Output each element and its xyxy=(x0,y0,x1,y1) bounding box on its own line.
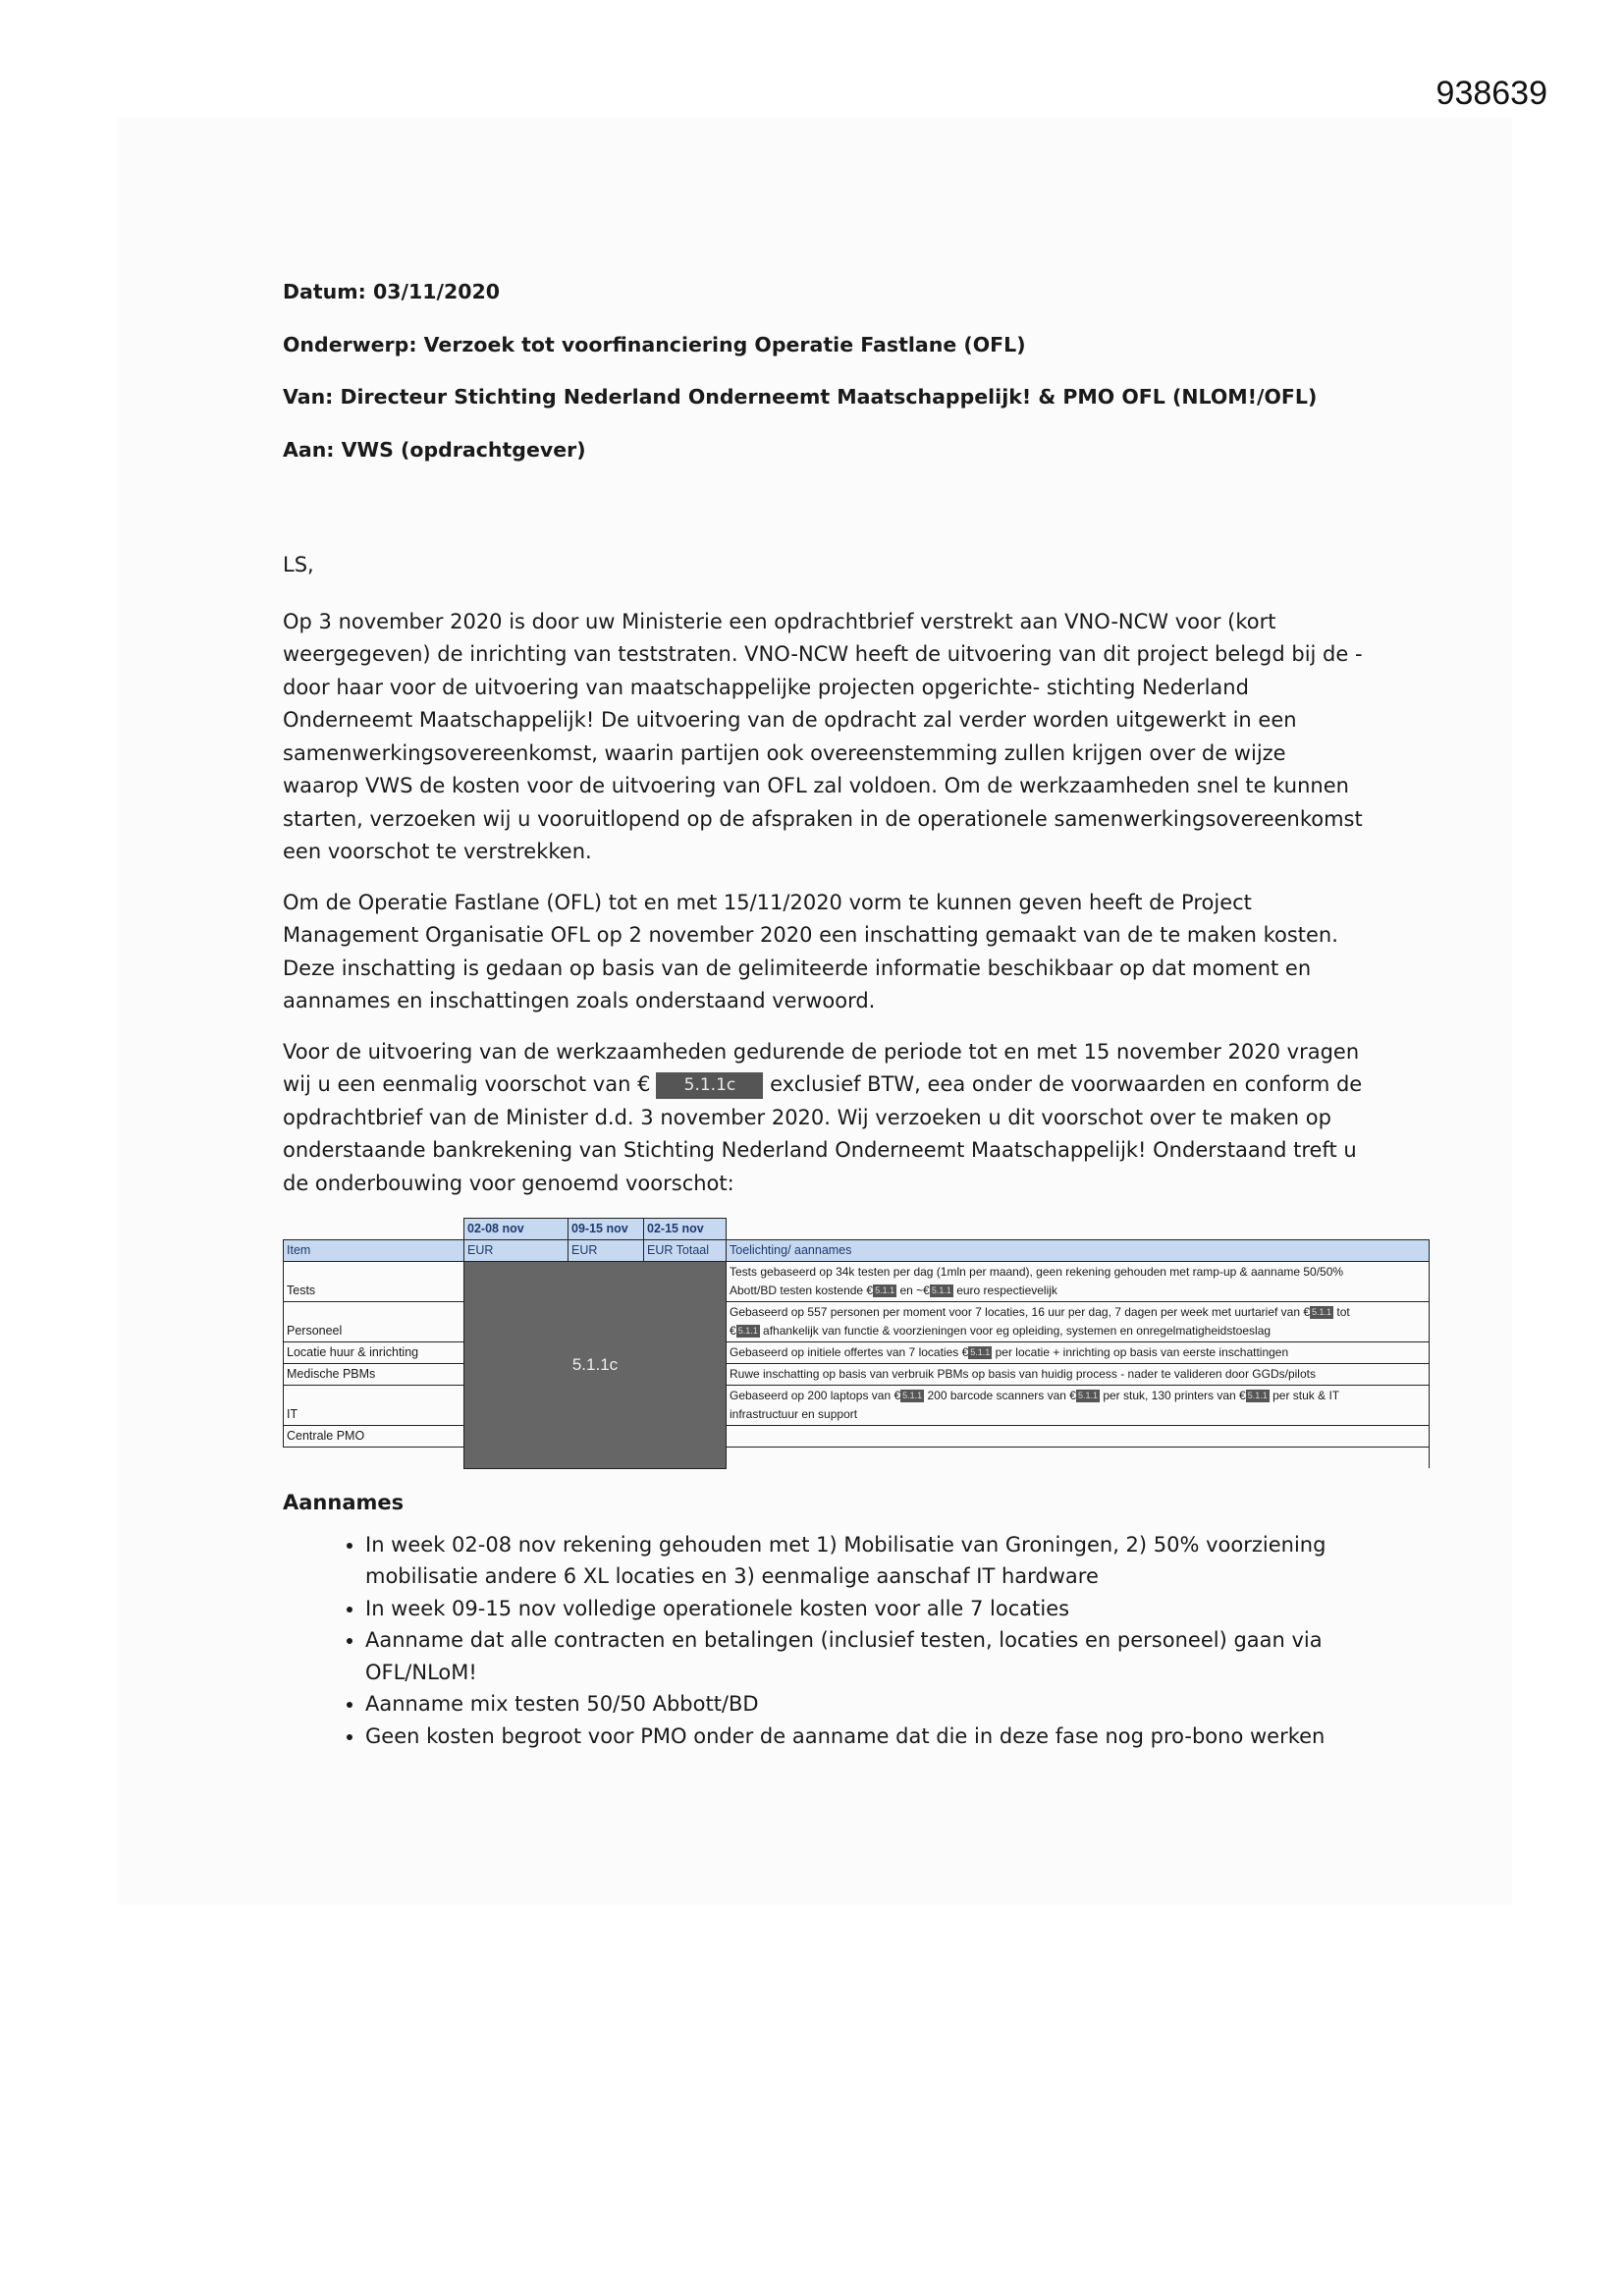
row-note: Ruwe inschatting op basis van verbruik PBMs op basis van huidig process - nader te valideren door GGDs/pilots xyxy=(727,1364,1430,1386)
table-row-empty xyxy=(284,1448,1430,1469)
subject-line: Onderwerp: Verzoek tot voorfinanciering Operatie Fastlane (OFL) xyxy=(283,332,1026,356)
redaction-block: 5.1.1c xyxy=(656,1072,763,1099)
row-item: Medische PBMs xyxy=(284,1364,464,1386)
column-header: EUR Totaal xyxy=(644,1240,727,1262)
assumptions-title: Aannames xyxy=(283,1490,405,1514)
small-redaction: 5.1.1 xyxy=(931,1285,951,1296)
column-header-row xyxy=(284,1240,1430,1262)
paragraph-3 xyxy=(283,1036,1363,1201)
table-row xyxy=(284,1364,1430,1386)
column-header: EUR xyxy=(464,1240,568,1262)
list-item: • Geen kosten begroot voor PMO onder de aanname dat die in deze fase nog pro-bono werken xyxy=(365,1721,1386,1753)
period-header: 02-15 nov xyxy=(644,1219,727,1240)
period-header: 09-15 nov xyxy=(568,1219,644,1240)
list-item: • In week 02-08 nov rekening gehouden met 1) Mobilisatie van Groningen, 2) 50% voorziening mobilisatie andere 6 XL locaties en 3) eenmalige aanschaf IT hardware xyxy=(365,1529,1386,1593)
paragraph-1: Op 3 november 2020 is door uw Ministerie een opdrachtbrief verstrekt aan VNO-NCW voor (kort weergegeven) de inrichting van teststraten. VNO-NCW heeft de uitvoering van dit project belegd bij de - door haar voor de uitvoering van maatschappelijke projecten opgerichte- stichting Nederland Onderneemt Maatschappelijk! De uitvoering van de opdracht zal verder worden uitgewerkt in een samenwerkingsovereenkomst, waarin partijen ook overeenstemming zullen krijgen over de wijze waarop VWS de kosten voor de uitvoering van OFL zal voldoen. Om de werkzaamheden snel te kunnen starten, verzoeken wij u vooruitlopend op de afspraken in de operationele samenwerkingsovereenkomst een voorschot te verstrekken. xyxy=(283,609,1363,863)
small-redaction: 5.1.1 xyxy=(902,1391,923,1401)
paragraph-3-start: Voor de uitvoering van de werkzaamheden gedurende de periode tot en met 15 november 2020 vragen wij u een eenmalig voorschot van € xyxy=(283,1039,1360,1096)
row-note: Gebaseerd op initiele offertes van 7 locaties € 5.1.1 per locatie + inrichting op basis van eerste inschattingen xyxy=(727,1342,1430,1364)
small-redaction: 5.1.1 xyxy=(970,1347,991,1358)
table-row xyxy=(284,1342,1430,1364)
list-item: • Aanname dat alle contracten en betalingen (inclusief testen, locaties en personeel) gaan via OFL/NLoM! xyxy=(365,1624,1386,1688)
list-item: • In week 09-15 nov volledige operationele kosten voor alle 7 locaties xyxy=(365,1593,1386,1625)
small-redaction: 5.1.1 xyxy=(1247,1391,1268,1401)
column-header: Item xyxy=(284,1240,464,1262)
row-item: Personeel xyxy=(284,1302,464,1342)
period-header: 02-08 nov xyxy=(464,1219,568,1240)
list-item: • Aanname mix testen 50/50 Abbott/BD xyxy=(365,1688,1386,1721)
redacted-amounts: 5.1.1c xyxy=(464,1262,727,1469)
row-item: Centrale PMO xyxy=(284,1426,464,1448)
row-item: Tests xyxy=(284,1262,464,1302)
small-redaction: 5.1.1 xyxy=(1077,1391,1098,1401)
table-row xyxy=(284,1302,1430,1342)
document-id: 938639 xyxy=(1435,75,1547,112)
row-note xyxy=(727,1426,1430,1448)
table-row xyxy=(284,1262,1430,1302)
small-redaction: 5.1.1 xyxy=(737,1326,758,1337)
to-line: Aan: VWS (opdrachtgever) xyxy=(283,437,586,462)
letter-content xyxy=(283,280,1441,1752)
row-note: Gebaseerd op 200 laptops van € 5.1.1 200 barcode scanners van € 5.1.1 per stuk, 130 printers van € 5.1.1 per stuk & IT infrastructuur en support xyxy=(727,1386,1430,1426)
table-row xyxy=(284,1426,1430,1448)
row-item: Locatie huur & inrichting xyxy=(284,1342,464,1364)
assumptions-list xyxy=(283,1529,1386,1753)
small-redaction: 5.1.1 xyxy=(875,1285,895,1296)
column-header: Toelichting/ aannames xyxy=(727,1240,1430,1262)
from-line: Van: Directeur Stichting Nederland Onderneemt Maatschappelijk! & PMO OFL (NLOM!/OFL) xyxy=(283,385,1318,409)
paragraph-3-end: exclusief BTW, eea onder de voorwaarden en conform de opdrachtbrief van de Minister d.d. 3 november 2020. Wij verzoeken u dit voorschot over te maken op onderstaande bankrekening van Stichting Nederland Onderneemt Maatschappelijk! Onderstaand treft u de onderbouwing voor genoemd voorschot: xyxy=(283,1072,1363,1195)
salutation: LS, xyxy=(283,552,314,576)
date-line: Datum: 03/11/2020 xyxy=(283,280,501,303)
budget-table xyxy=(283,1218,1430,1469)
row-note: Tests gebaseerd op 34k testen per dag (1mln per maand), geen rekening gehouden met ramp-up & aanname 50/50% Abott/BD testen kostende € 5.1.1 en ~€ 5.1.1 euro respectievelijk xyxy=(727,1262,1430,1302)
paragraph-2: Om de Operatie Fastlane (OFL) tot en met 15/11/2020 vorm te kunnen geven heeft de Project Management Organisatie OFL op 2 november 2020 een inschatting gemaakt van de te maken kosten. Deze inschatting is gedaan op basis van de gelimiteerde informatie beschikbaar op dat moment en aannames en inschattingen zoals onderstaand verwoord. xyxy=(283,890,1338,1012)
column-header: EUR xyxy=(568,1240,644,1262)
small-redaction: 5.1.1 xyxy=(1312,1307,1332,1318)
period-header-row xyxy=(284,1219,1430,1240)
table-row xyxy=(284,1386,1430,1426)
row-item: IT xyxy=(284,1386,464,1426)
row-note: Gebaseerd op 557 personen per moment voor 7 locaties, 16 uur per dag, 7 dagen per week met uurtarief van € 5.1.1 tot € 5.1.1 afhankelijk van functie & voorzieningen voor eg opleiding, systemen en onregelmatigheidstoeslag xyxy=(727,1302,1430,1342)
